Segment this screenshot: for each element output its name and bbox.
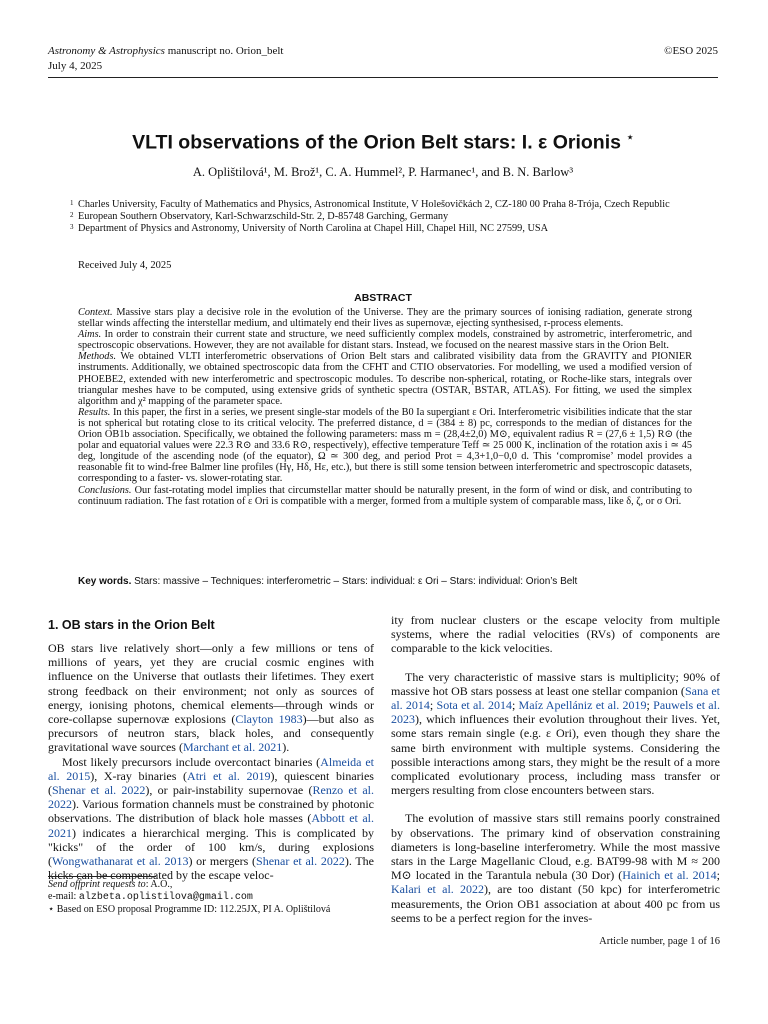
body-text: The very characteristic of massive stars is multiplicity; 90% of massive hot OB stars possess at least one stellar companion ( [391, 669, 720, 698]
citation-link[interactable]: Clayton 1983 [235, 712, 303, 727]
keywords [78, 576, 692, 587]
citation-link[interactable]: Renzo et al. 2022 [48, 783, 374, 812]
affiliation-3-text: Department of Physics and Astronomy, University of North Carolina at Chapel Hill, Chapel Hill, NC 27599, USA [78, 223, 549, 234]
abstract-label: Context. [78, 307, 113, 318]
footnote-rule [48, 876, 156, 877]
abstract-text: Our fast-rotating model implies that circumstellar matter should be naturally present, in the form of wind or disk, and contributing to continuum radiation. The fast rotation of ε Ori is compatible with a merger, formed from a multiple system of comparable mass, like δ, ζ, or σ Ori. [78, 484, 692, 507]
footnotes [48, 879, 374, 916]
abstract-aims [78, 329, 692, 351]
citation-link[interactable]: Hainich et al. 2014 [622, 868, 717, 883]
paragraph-gap [391, 656, 720, 670]
citation-link[interactable]: Sota et al. 2014 [436, 698, 512, 713]
citation-link[interactable]: Maíz Apellániz et al. 2019 [518, 698, 647, 713]
citation-link[interactable]: Shenar et al. 2022 [52, 783, 146, 798]
body-text: ; [511, 698, 519, 713]
body-text: ; [716, 868, 720, 883]
abstract-text: We obtained VLTI interferometric observations of Orion Belt stars and calibrated visibility data from the GRAVITY and PIONIER instruments. Additionally, we obtained spectroscopic data from the CFHT and CTIO observatories. For modelling, we used a modified version of PHOEBE2, extended with new interferometric and spectroscopic modules. To describe non-spherical, rotating, or Roche-like stars, integrals over triangular meshes have to be computed, using extensive grids of synthetic spectra (OSTAR, BSTAR, ATLAS). For fitting, we used the simplex algorithm and χ² mapping of the parameter space. [78, 351, 692, 407]
body-column-left [48, 641, 374, 882]
paragraph-gap [391, 797, 720, 811]
journal-name: Astronomy & Astrophysics [48, 45, 165, 57]
affiliation-2-text: European Southern Observatory, Karl-Schwarzschild-Str. 2, D-85748 Garching, Germany [78, 211, 449, 222]
citation-link[interactable]: Marchant et al. 2021 [182, 740, 283, 755]
paper-title-text: VLTI observations of the Orion Belt stars: I. ε Orionis [132, 131, 621, 154]
body-paragraph [391, 670, 720, 798]
citation-link[interactable]: Abbott et al. 2021 [48, 811, 374, 840]
body-text: ; [646, 698, 654, 713]
body-paragraph [48, 755, 374, 883]
email-address[interactable]: alzbeta.oplistilova@gmail.com [78, 892, 253, 903]
body-text: OB stars live relatively short—only a few millions or tens of millions of years, yet they are crucial cosmic engines with influence on the Universe that outlasts their lifetimes. They exert strong feedback on their environment; not only as sources of energy, ionising photons, chemical elements—through winds or core-collapse supernovæ explosions ( [48, 641, 374, 727]
keywords-label: Key words. [78, 576, 132, 587]
citation-link[interactable]: Wongwathanarat et al. 2013 [52, 854, 189, 869]
affiliation-3 [70, 223, 718, 235]
abstract-label: Aims. [78, 329, 102, 341]
offprint-value: : A.O., [145, 879, 173, 890]
abstract-text: Massive stars play a decisive role in the evolution of the Universe. They are the primary sources of ionising radiation, generate strong stellar winds affecting the interstellar medium, and ultimately end their lives as supernovæ, ejecting synthesised, r-process elements. [78, 307, 692, 330]
body-text: ), which influences their evolution throughout their lives. Yet, some stars remain single (e.g. ε Ori), even though they share the same birth environment with multiple systems. Considering the possible interactions among stars, they might be the result of a more complicated evolutionary process, including mass transfer or mergers resulting from close encounters between stars. [391, 712, 720, 798]
page-number: Article number, page 1 of 16 [599, 936, 720, 947]
affiliation-2-num: 2 [70, 211, 74, 219]
email-note [48, 891, 374, 904]
body-text: ; [429, 698, 437, 713]
citation-link[interactable]: Almeida et al. 2015 [48, 754, 374, 783]
header-date: July 4, 2025 [48, 60, 103, 72]
affiliations [70, 199, 718, 235]
affiliation-1-text: Charles University, Faculty of Mathematics and Physics, Astronomical Institute, V Holešovičkách 2, CZ-180 00 Praha 8-Trója, Czech Republic [78, 199, 670, 210]
abstract-methods [78, 351, 692, 406]
abstract-results [78, 407, 692, 485]
body-text: ), or pair-instability supernovae ( [145, 783, 313, 798]
body-text: ) or mergers ( [188, 854, 257, 869]
affiliation-1 [70, 199, 718, 211]
abstract-label: Results. [78, 406, 111, 418]
abstract-text: In this paper, the first in a series, we present single-star models of the B0 Ia supergiant ε Ori. Interferometric visibilities indicate that the star is not spherical but rotating close to its critical velocity. The preferred distance, d = (384 ± 8) pc, corresponds to the median of distances for the Orion OB1b association. Specifically, we obtained the following parameters: mass m = (28,4±2,0) M⊙, equivalent radius R = (27,6 ± 1,5) R⊙ (the polar and equatorial values were 22.3 R⊙ and 33.6 R⊙, respectively), effective temperature Teff ≃ 25 000 K, inclination of the rotation axis i ≃ 45 deg, longitude of the ascending node (of the equator), Ω ≃ 300 deg, and period Prot = 4,3+1,0−0,0 d. This ‘compromise’ model provides a reasonable fit to wind-free Balmer line profiles (Hγ, Hδ, Hε, etc.), but there is still some tension between interferometric and spectroscopic datasets, corresponding to a faster- vs. slower-rotating star. [78, 406, 692, 485]
citation-link[interactable]: Kalari et al. 2022 [391, 882, 485, 897]
manuscript-id: manuscript no. Orion_belt [164, 45, 284, 57]
abstract-heading: ABSTRACT [354, 292, 412, 304]
abstract-text: In order to constrain their current state and structure, we need sufficiently complex models, constrained by astrometric, interferometric, and spectroscopic observations. However, they are not available for distant stars. Instead, we focused on the nearest massive stars in the Orion Belt. [78, 329, 692, 352]
body-paragraph [48, 641, 374, 755]
paper-title [48, 130, 718, 155]
body-text: Most likely precursors include overcontact binaries ( [62, 754, 321, 769]
abstract-label: Methods. [78, 351, 117, 363]
body-text: ) indicates a hierarchical merging. This is complicated by "kicks" of the order of 100 km/s, during explosions ( [48, 825, 374, 869]
offprint-label: Send offprint requests to [48, 879, 146, 890]
body-paragraph: ity from nuclear clusters or the escape velocity from multiple systems, where the radial velocities (RVs) of components are comparable to the kick velocities. [391, 613, 720, 656]
copyright: ©ESO 2025 [664, 45, 718, 57]
title-footnote-star: ⋆ [626, 130, 634, 144]
body-text: ), X-ray binaries ( [90, 768, 188, 783]
abstract [78, 307, 692, 507]
citation-link[interactable]: Atri et al. 2019 [187, 768, 271, 783]
affiliation-3-num: 3 [70, 223, 74, 231]
citation-link[interactable]: Shenar et al. 2022 [256, 854, 345, 869]
email-label: e-mail: [48, 891, 79, 902]
keywords-text: Stars: massive – Techniques: interferometric – Stars: individual: ε Ori – Stars: individual: Orion’s Belt [131, 576, 578, 587]
abstract-label: Conclusions. [78, 484, 132, 496]
offprint-note [48, 879, 374, 891]
received-date: Received July 4, 2025 [78, 260, 172, 271]
programme-note: ⋆ Based on ESO proposal Programme ID: 112.25JX, PI A. Oplištilová [48, 904, 331, 915]
body-paragraph [391, 811, 720, 925]
body-text: )—but also as precursors of neutron stars, black holes, and consequently gravitational wave sources ( [48, 712, 374, 755]
citation-link[interactable]: Pauwels et al. 2023 [391, 698, 720, 727]
abstract-conclusions [78, 485, 692, 507]
body-text: ). [282, 740, 290, 755]
body-column-right [391, 613, 720, 925]
body-text: The evolution of massive stars still remains poorly constrained by observations. The primary kind of observation constraining diameters is long-baseline interferometry. While the most massive stars in the Large Magellanic Cloud, e.g. BAT99-98 with M ≈ 200 M⊙ located in the Tarantula nebula (30 Dor) ( [391, 811, 720, 883]
abstract-context [78, 307, 692, 329]
body-text: ). The kicks can be compensated by the escape veloc- [48, 854, 374, 883]
citation-link[interactable]: Sana et al. 2014 [391, 683, 720, 713]
body-text: ). Various formation channels must be constrained by photonic observations. The distribution of black hole masses ( [48, 797, 374, 826]
body-text: ), quiescent binaries ( [48, 768, 374, 798]
header-rule [48, 77, 718, 78]
running-header [48, 44, 718, 78]
body-text: ), are too distant (50 kpc) for interferometric measurements, the Orion OB1 association at about 400 pc from us seems to be a perfect region for the inves- [391, 882, 720, 925]
affiliation-1-num: 1 [70, 199, 74, 207]
affiliation-2 [70, 211, 718, 223]
section-title: 1. OB stars in the Orion Belt [48, 618, 215, 632]
author-list: A. Oplištilová¹, M. Brož¹, C. A. Hummel², P. Harmanec¹, and B. N. Barlow³ [192, 165, 574, 179]
